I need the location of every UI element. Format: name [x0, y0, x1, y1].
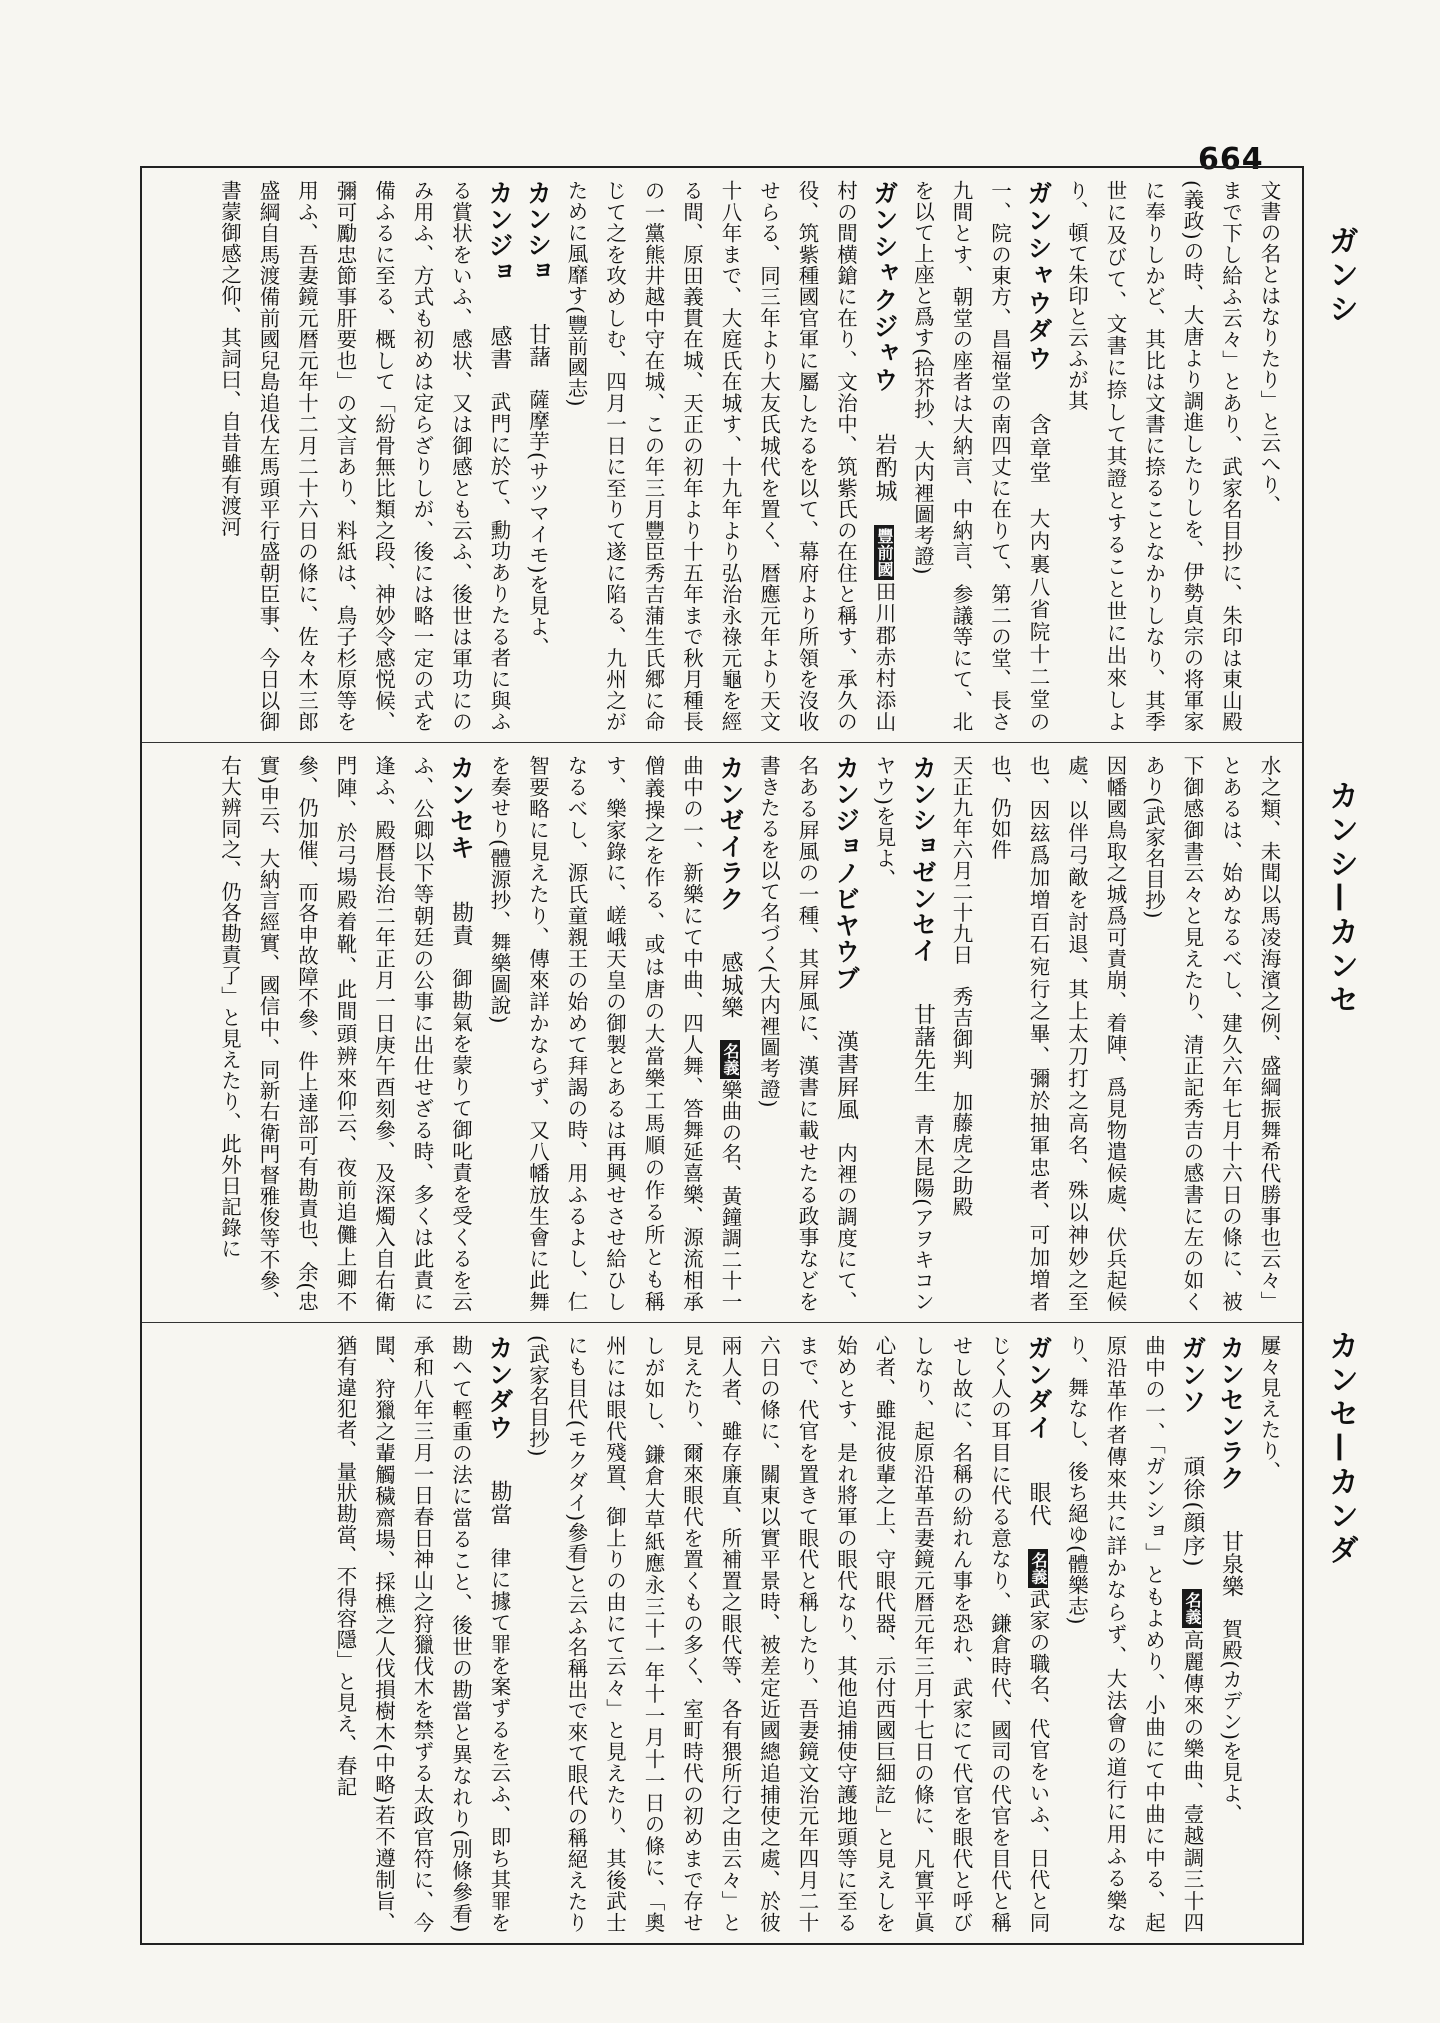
entry-body: 武門に於て、勳功ありたる者に與ふる賞状をいふ、感状、又は御感とも云ふ、後世は軍功にのみ用ふ、方式も初めは定らざりしが、後には略一定の式を備ふるに至る、概して「紛骨無比類之段、神妙令感悦候、彌可勵忠節事肝要也」の文言あり、料紙は、鳥子杉原等を用ふ、吾妻鏡元暦元年十二月二十六日の條に、佐々木三郎盛綱自馬渡備前國兒島追伐左馬頭平行盛朝臣事、今日以御書蒙御感之仰、其詞曰、自昔雖有渡河 — [217, 180, 511, 732]
dictionary-entry — [1211, 1335, 1250, 1933]
dictionary-entry — [518, 180, 557, 732]
dictionary-entry — [1057, 1335, 1211, 1933]
band-text — [156, 180, 1288, 732]
entry-body: 薩摩芋(サツマイモ)を見よ、 — [525, 389, 550, 658]
band-text — [156, 1335, 1288, 1933]
entry-body: 文書の名とはなりたり」と云へり、 — [1257, 180, 1281, 516]
text-paragraph — [942, 755, 981, 1312]
entry-body: 大内裏八省院十二堂の一、院の東方、昌福堂の南四丈に在りて、第二の堂、長さ九間とす、朝堂の座者は大納言、中納言、参議等にて、北を以て上座と爲す(拾芥抄、大内裡圖考證) — [910, 180, 1050, 732]
dictionary-entry — [518, 1335, 1057, 1933]
dictionary-entry — [326, 1335, 519, 1933]
text-paragraph — [1250, 1335, 1289, 1933]
dictionary-entry — [865, 755, 942, 1312]
entry-tag: 名義 — [720, 1040, 740, 1079]
entry-body: 高麗傳來の樂曲、壹越調三十四曲中の一、「ガンショ」ともよめり、小曲にて中曲に中る、起原沿革作者傳來共に詳かならず、大法會の道行に用ふる樂なり、舞なし、後ち絕ゆ(體樂志) — [1064, 1335, 1204, 1933]
entry-gloss: 感城樂 — [718, 951, 743, 1020]
text-paragraph — [980, 755, 1134, 1312]
running-head-3: カンセ—カンダ — [1323, 1330, 1358, 1568]
entry-gloss: 頑徐(顔序) — [1180, 1455, 1205, 1567]
dictionary-entry — [210, 755, 480, 1312]
entry-body: 内裡の調度にて、名ある屛風の一種、其屛風に、漢書に載せたる政事などを書きたるを以て名づく(大内裡圖考證) — [756, 755, 858, 1312]
entry-tag: 名義 — [1182, 1589, 1202, 1628]
band-top — [142, 168, 1302, 743]
entry-body: 青木昆陽(アヲキコンヤウ)を見よ、 — [872, 755, 935, 1312]
entry-headword: カンショゼンセイ — [908, 755, 938, 964]
entry-gloss: 甘藷 — [525, 323, 551, 368]
entry-headword: カンショ — [523, 180, 553, 284]
entry-tag: 豐前國 — [874, 525, 894, 581]
entry-headword: カンジョノビヤウブ — [831, 755, 861, 992]
page-number: 664 — [1198, 142, 1264, 177]
entry-body: 律に據て罪を案ずるを云ふ、即ち其罪を勘へて輕重の法に當ること、後世の勘當と異なれり(別條參看)承和八年三月一日春日神山之狩獵伐木を禁ずる太政官符に、今聞、狩獵之輩觸穢齋場、採樵之人伐損樹木(中略)若不遵制旨、猶有違犯者、量狀勘當、不得容隱」と見え、春記 — [333, 1335, 511, 1933]
text-paragraph — [1134, 755, 1288, 1312]
entry-headword: ガンシャクジャウ — [870, 180, 899, 394]
entry-body: まで下し給ふ云々」とあり、武家名目抄に、朱印は東山殿(義政)の時、大唐より調進したりしを、伊勢貞宗の将軍家に奉りしかど、其比は文書に捺ることなかりしなり、其季世に及びて、文書に捺して其證とすること世に出來しより、頓て朱印と云ふが其 — [1064, 180, 1243, 732]
text-paragraph — [1057, 180, 1250, 732]
entry-body: 天正九年六月二十九日 秀吉御判 加藤虎之助殿 — [949, 755, 973, 1217]
entry-body: 因幡國鳥取之城爲可責崩、着陣、爲見物遣候處、伏兵起候處、以伴弓敵を討退、其上太刀打之高名、殊以神妙之至也、因玆爲加増百石宛行之畢、彌於抽軍忠者、可加増者也、仍如件 — [987, 755, 1127, 1312]
entry-headword: カンセンラク — [1216, 1335, 1246, 1491]
entry-body: 田川郡赤村添山村の間横鎗に在り、文治中、筑紫氏の在住と稱す、承久の役、筑紫種國官軍に屬したるを以て、幕府より所領を沒收せらる、同三年より大友氏城代を置く、暦應元年より天文十八年まで、大庭氏在城す、十九年より弘治永祿元龜を經る間、原田義貫在城、天正の初年より十五年まで秋月種長の一黨熊井越中守在城、この年三月豐臣秀吉蒲生氏郷に命じて之を攻めしむ、四月一日に至りて遂に陷る、九州之がために風靡す(豐前國志) — [564, 180, 896, 732]
entry-headword: ガンソ — [1178, 1335, 1207, 1416]
entry-tag: 名義 — [1028, 1549, 1048, 1588]
dictionary-entry — [557, 180, 904, 732]
entry-headword: ガンシャウダウ — [1024, 180, 1053, 373]
dictionary-entry — [903, 180, 1057, 732]
running-head-2: カンシ—カンセ — [1323, 780, 1358, 1018]
band-text — [156, 755, 1288, 1312]
entry-gloss: 含章堂 — [1026, 413, 1051, 486]
entry-gloss: 眼代 — [1026, 1480, 1051, 1528]
entry-gloss: 甘藷先生 — [910, 1002, 936, 1093]
entry-headword: カンゼイラク — [716, 755, 745, 912]
text-paragraph — [1250, 180, 1289, 732]
entry-body: 御勘氣を蒙りて御叱責を受くるを云ふ、公卿以下等朝廷の公事に出仕せざる時、多くは此責に逢ふ、殿暦長治二年正月一日庚午酉刻參、及深燭入自右衛門陣、於弓場殿着靴、此間頭辨來仰云、夜前追儺上卿不參、仍加催、而各申故障不參、件上達部可有勘責也、余(忠實)申云、大納言經實、國信中、同新右衛門督雅俊等不參、右大辨同之、仍各勘責了」と見えたり、此外日記錄に — [217, 755, 473, 1312]
entry-gloss: 漢書屛風 — [833, 1030, 859, 1122]
entry-headword: カンセキ — [446, 755, 476, 862]
entry-headword: カンダウ — [485, 1335, 514, 1441]
entry-gloss: 岩酌城 — [872, 433, 897, 503]
dictionary-entry — [210, 180, 518, 732]
band-middle — [142, 743, 1302, 1323]
entry-body: 武家の職名、代官をいふ、日代と同じく人の耳目に代る意なり、鎌倉時代、國司の代官を目代と稱せし故に、名稱の紛れん事を恐れ、武家にて代官を眼代と呼びしなり、起原沿革吾妻鏡元暦元年三月十七日の條に、凡實平眞心者、雖混彼輩之上、守眼代器、示付西國巨細訖」と見えしを始めとす、是れ將軍の眼代なり、其他追捕使守護地頭等に至るまで、代官を置きて眼代と稱したり、吾妻鏡文治元年四月二十六日の條に、關東以實平景時、被差定近國總追捕使之處、於彼兩人者、雖存廉直、所補置之眼代等、各有猥所行之由云々」と見えたり、爾來眼代を置くもの多く、室町時代の初めまで存せしが如し、鎌倉大草紙應永三十一年十一月十一日の條に、「奧州には眼代殘置、御上りの由にて云々」と見えたり、其後武士にも目代(モクダイ)參看)と云ふ名稱出で來て眼代の稱絕えたり(武家名目抄) — [525, 1335, 1050, 1933]
entry-body: 水之類、未聞以馬凌海濱之例、盛綱振舞希代勝事也云々」とあるは、始めなるべし、建久六年七月十六日の條に、被下御感御書云々と見えたり、清正記秀吉の感書に左の如くあり(武家名目抄) — [1141, 755, 1281, 1312]
entry-body: 樂曲の名、黃鐘調二十一曲中の一、新樂にて中曲、四人舞、答舞延喜樂、源流相承僧義操之を作る、或は唐の大當樂工馬順の作る所とも稱す、樂家錄に、嵯峨天皇の御製とあるは再興せさせ給ひしなるべし、源氏童親王の始めて拜謁の時、用ふるよし、仁智要略に見えたり、傳來詳かならず、又八幡放生會に此舞を奏せり(體源抄、舞樂圖說) — [487, 755, 742, 1312]
entry-gloss: 勘責 — [448, 900, 474, 947]
entry-body: 賀殿(カデン)を見よ、 — [1218, 1618, 1243, 1825]
running-head-1: ガンシ — [1323, 225, 1358, 327]
entry-headword: ガンダイ — [1024, 1335, 1053, 1442]
entry-gloss: 感書 — [487, 324, 512, 371]
entry-headword: カンジョ — [485, 180, 514, 286]
entry-gloss: 甘泉樂 — [1218, 1530, 1244, 1598]
band-bottom — [142, 1323, 1302, 1943]
dictionary-entry — [480, 755, 750, 1312]
entry-body: 屢々見えたり、 — [1257, 1335, 1281, 1482]
entry-gloss: 勘當 — [487, 1480, 512, 1527]
dictionary-entry — [749, 755, 865, 1312]
page-frame — [140, 166, 1304, 1945]
